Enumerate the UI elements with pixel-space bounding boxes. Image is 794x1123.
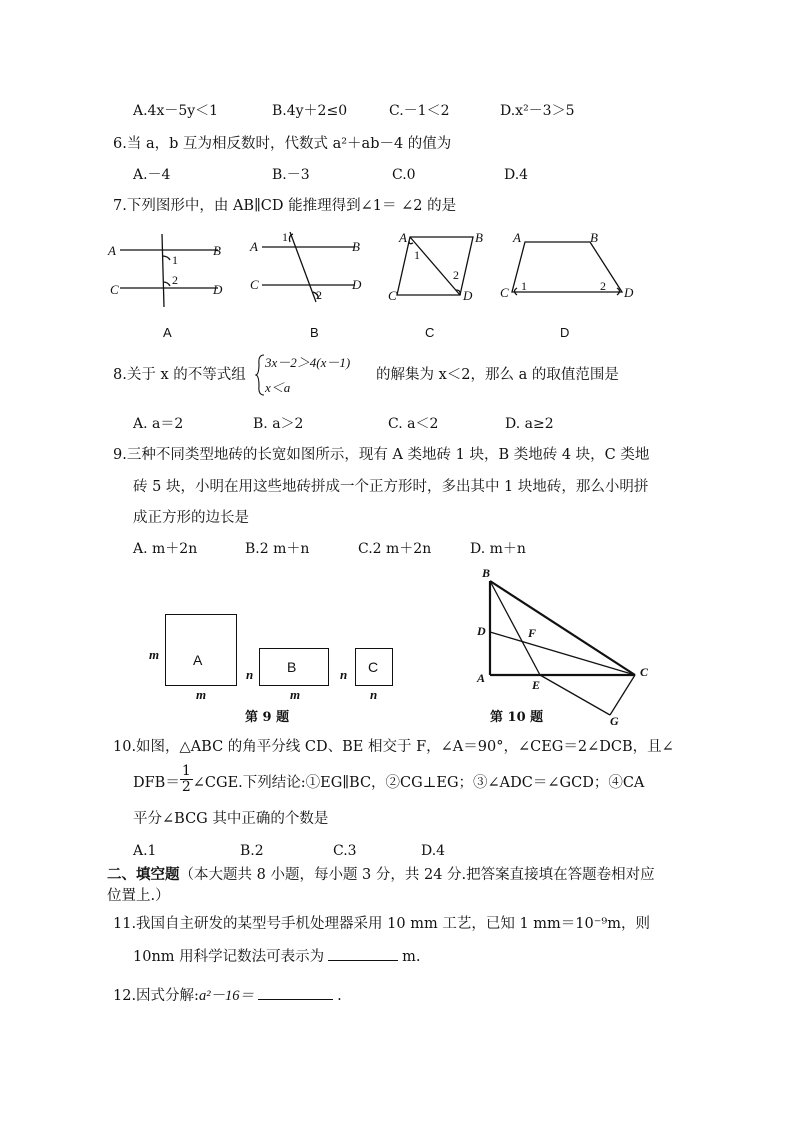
q10-figure bbox=[470, 565, 660, 730]
q9-line1: 9.三种不同类型地砖的长宽如图所示，现有 A 类地砖 1 块，B 类地砖 4 块，C 类地 bbox=[113, 447, 650, 463]
q7-label-d: D bbox=[560, 325, 570, 340]
svg-text:2: 2 bbox=[316, 288, 322, 302]
svg-text:1: 1 bbox=[172, 253, 178, 267]
section2-heading: 二、填空题 bbox=[107, 866, 180, 883]
svg-text:C: C bbox=[500, 285, 509, 300]
q12-end: . bbox=[337, 988, 342, 1004]
svg-text:1: 1 bbox=[282, 230, 288, 244]
tile-a-label: A bbox=[193, 652, 203, 668]
q11-line2-b: m. bbox=[402, 949, 421, 965]
svg-text:D: D bbox=[624, 285, 634, 300]
q10-option-d: D.4 bbox=[421, 843, 446, 859]
svg-text:1: 1 bbox=[414, 248, 420, 262]
svg-text:2: 2 bbox=[453, 268, 459, 282]
point-a: A bbox=[477, 671, 486, 685]
q9-option-a: A. m＋2n bbox=[133, 541, 198, 557]
q7-label-a: A bbox=[163, 325, 172, 340]
svg-text:B: B bbox=[590, 230, 598, 245]
svg-text:C: C bbox=[388, 288, 397, 303]
q7-label-c: C bbox=[425, 325, 435, 340]
q8-prefix: 8.关于 x 的不等式组 bbox=[113, 367, 246, 383]
q8-option-c: C. a＜2 bbox=[388, 416, 439, 432]
q10-option-b: B.2 bbox=[240, 843, 264, 859]
q10-line1: 10.如图，△ABC 的角平分线 CD、BE 相交于 F，∠A＝90°，∠CEG＝2∠DCB，且∠ bbox=[113, 739, 674, 755]
svg-text:C: C bbox=[250, 277, 259, 292]
q10-frac-den: 2 bbox=[181, 778, 191, 795]
section2-desc2: 位置上.） bbox=[107, 888, 170, 904]
svg-text:C: C bbox=[110, 282, 119, 297]
q7-label-b: B bbox=[310, 325, 319, 340]
svg-text:1: 1 bbox=[521, 279, 527, 293]
q8-option-d: D. a≥2 bbox=[505, 416, 554, 432]
q9-option-c: C.2 m＋2n bbox=[358, 541, 432, 557]
svg-text:A: A bbox=[108, 243, 116, 258]
q6-option-b: B.－3 bbox=[272, 167, 310, 183]
q10-caption: 第 10 题 bbox=[490, 710, 544, 725]
q8-option-b: B. a＞2 bbox=[253, 416, 304, 432]
svg-text:A: A bbox=[399, 230, 407, 245]
q7-figure-b bbox=[262, 232, 355, 302]
svg-text:D: D bbox=[213, 282, 223, 297]
q10-line2 bbox=[133, 763, 645, 795]
q9-line3: 成正方形的边长是 bbox=[133, 510, 249, 526]
tile-b-side-n: n bbox=[246, 667, 254, 682]
q9-option-d: D. m＋n bbox=[470, 541, 526, 557]
q9-line2: 砖 5 块，小明在用这些地砖拼成一个正方形时，多出其中 1 块地砖，那么小明拼 bbox=[133, 479, 649, 495]
tile-a bbox=[165, 614, 237, 686]
q11-line1: 11.我国自主研发的某型号手机处理器采用 10 mm 工艺，已知 1 mm＝10⁻⁹m，则 bbox=[113, 916, 650, 932]
svg-text:B: B bbox=[475, 230, 483, 245]
tile-c-side-n: n bbox=[340, 667, 348, 682]
q10-option-a: A.1 bbox=[133, 843, 157, 859]
section2-desc1: （本大题共 8 小题，每小题 3 分，共 24 分.把答案直接填在答题卷相对应 bbox=[179, 867, 655, 883]
svg-text:D: D bbox=[352, 277, 362, 292]
q8-brace bbox=[255, 354, 265, 396]
tile-b-bottom-m: m bbox=[290, 687, 301, 702]
point-e: E bbox=[532, 678, 541, 692]
q8-option-a: A. a＝2 bbox=[133, 416, 184, 432]
point-f: F bbox=[528, 626, 537, 640]
svg-text:A: A bbox=[250, 239, 258, 254]
q11-line2-a: 10nm 用科学记数法可表示为 bbox=[133, 949, 325, 965]
q5-option-b: B.4y＋2≤0 bbox=[272, 103, 348, 119]
q10-line3: 平分∠BCG 其中正确的个数是 bbox=[133, 811, 329, 827]
q10-option-c: C.3 bbox=[333, 843, 357, 859]
svg-text:B: B bbox=[352, 239, 360, 254]
q12-expr: a²－16＝ bbox=[198, 988, 255, 1004]
q10-line2-b: ∠CGE.下列结论:①EG∥BC，②CG⊥EG；③∠ADC＝∠GCD；④CA bbox=[192, 775, 645, 792]
q5-option-a: A.4x－5y＜1 bbox=[133, 103, 219, 119]
q12-answer-blank[interactable] bbox=[258, 987, 333, 1000]
svg-text:2: 2 bbox=[600, 279, 606, 293]
q6-option-d: D.4 bbox=[504, 167, 529, 183]
point-b: B bbox=[482, 566, 491, 580]
q7-figures bbox=[100, 222, 660, 322]
q9-option-b: B.2 m＋n bbox=[245, 541, 310, 557]
section2-line1 bbox=[107, 868, 655, 883]
q11-line2 bbox=[133, 948, 421, 965]
point-c: C bbox=[640, 665, 649, 679]
tile-a-bottom-m: m bbox=[196, 687, 207, 702]
q6-option-a: A.－4 bbox=[133, 167, 171, 183]
tile-b-label: B bbox=[287, 659, 297, 675]
svg-text:A: A bbox=[513, 230, 521, 245]
point-g: G bbox=[610, 714, 619, 728]
q7-figure-c bbox=[397, 237, 473, 295]
q5-option-d: D.x²－3＞5 bbox=[500, 103, 575, 119]
svg-text:B: B bbox=[213, 243, 221, 258]
q7-text: 7.下列图形中，由 AB∥CD 能推理得到∠1＝ ∠2 的是 bbox=[113, 198, 457, 214]
q6-option-c: C.0 bbox=[392, 167, 416, 183]
q10-frac-num: 1 bbox=[181, 763, 191, 779]
q6-text: 6.当 a，b 互为相反数时，代数式 a²＋ab－4 的值为 bbox=[113, 136, 452, 152]
q11-answer-blank[interactable] bbox=[328, 948, 398, 961]
q5-option-c: C.－1＜2 bbox=[389, 103, 450, 119]
tile-c-label: C bbox=[368, 659, 379, 675]
svg-text:D: D bbox=[463, 288, 473, 303]
q12-line bbox=[113, 987, 342, 1004]
q9-caption: 第 9 题 bbox=[245, 710, 290, 725]
tile-a-side-m: m bbox=[149, 647, 160, 662]
svg-text:2: 2 bbox=[172, 273, 178, 287]
q10-line2-a: DFB＝ bbox=[133, 775, 180, 792]
q8-system-line2: x＜a bbox=[265, 380, 291, 395]
q8-suffix: 的解集为 x＜2，那么 a 的取值范围是 bbox=[376, 367, 619, 383]
tile-c-bottom-n: n bbox=[370, 687, 378, 702]
q8-system-line1: 3x－2＞4(x－1) bbox=[265, 355, 351, 370]
point-d: D bbox=[477, 624, 486, 638]
q7-figure-a bbox=[120, 234, 218, 307]
q12-prefix: 12.因式分解: bbox=[113, 988, 199, 1004]
